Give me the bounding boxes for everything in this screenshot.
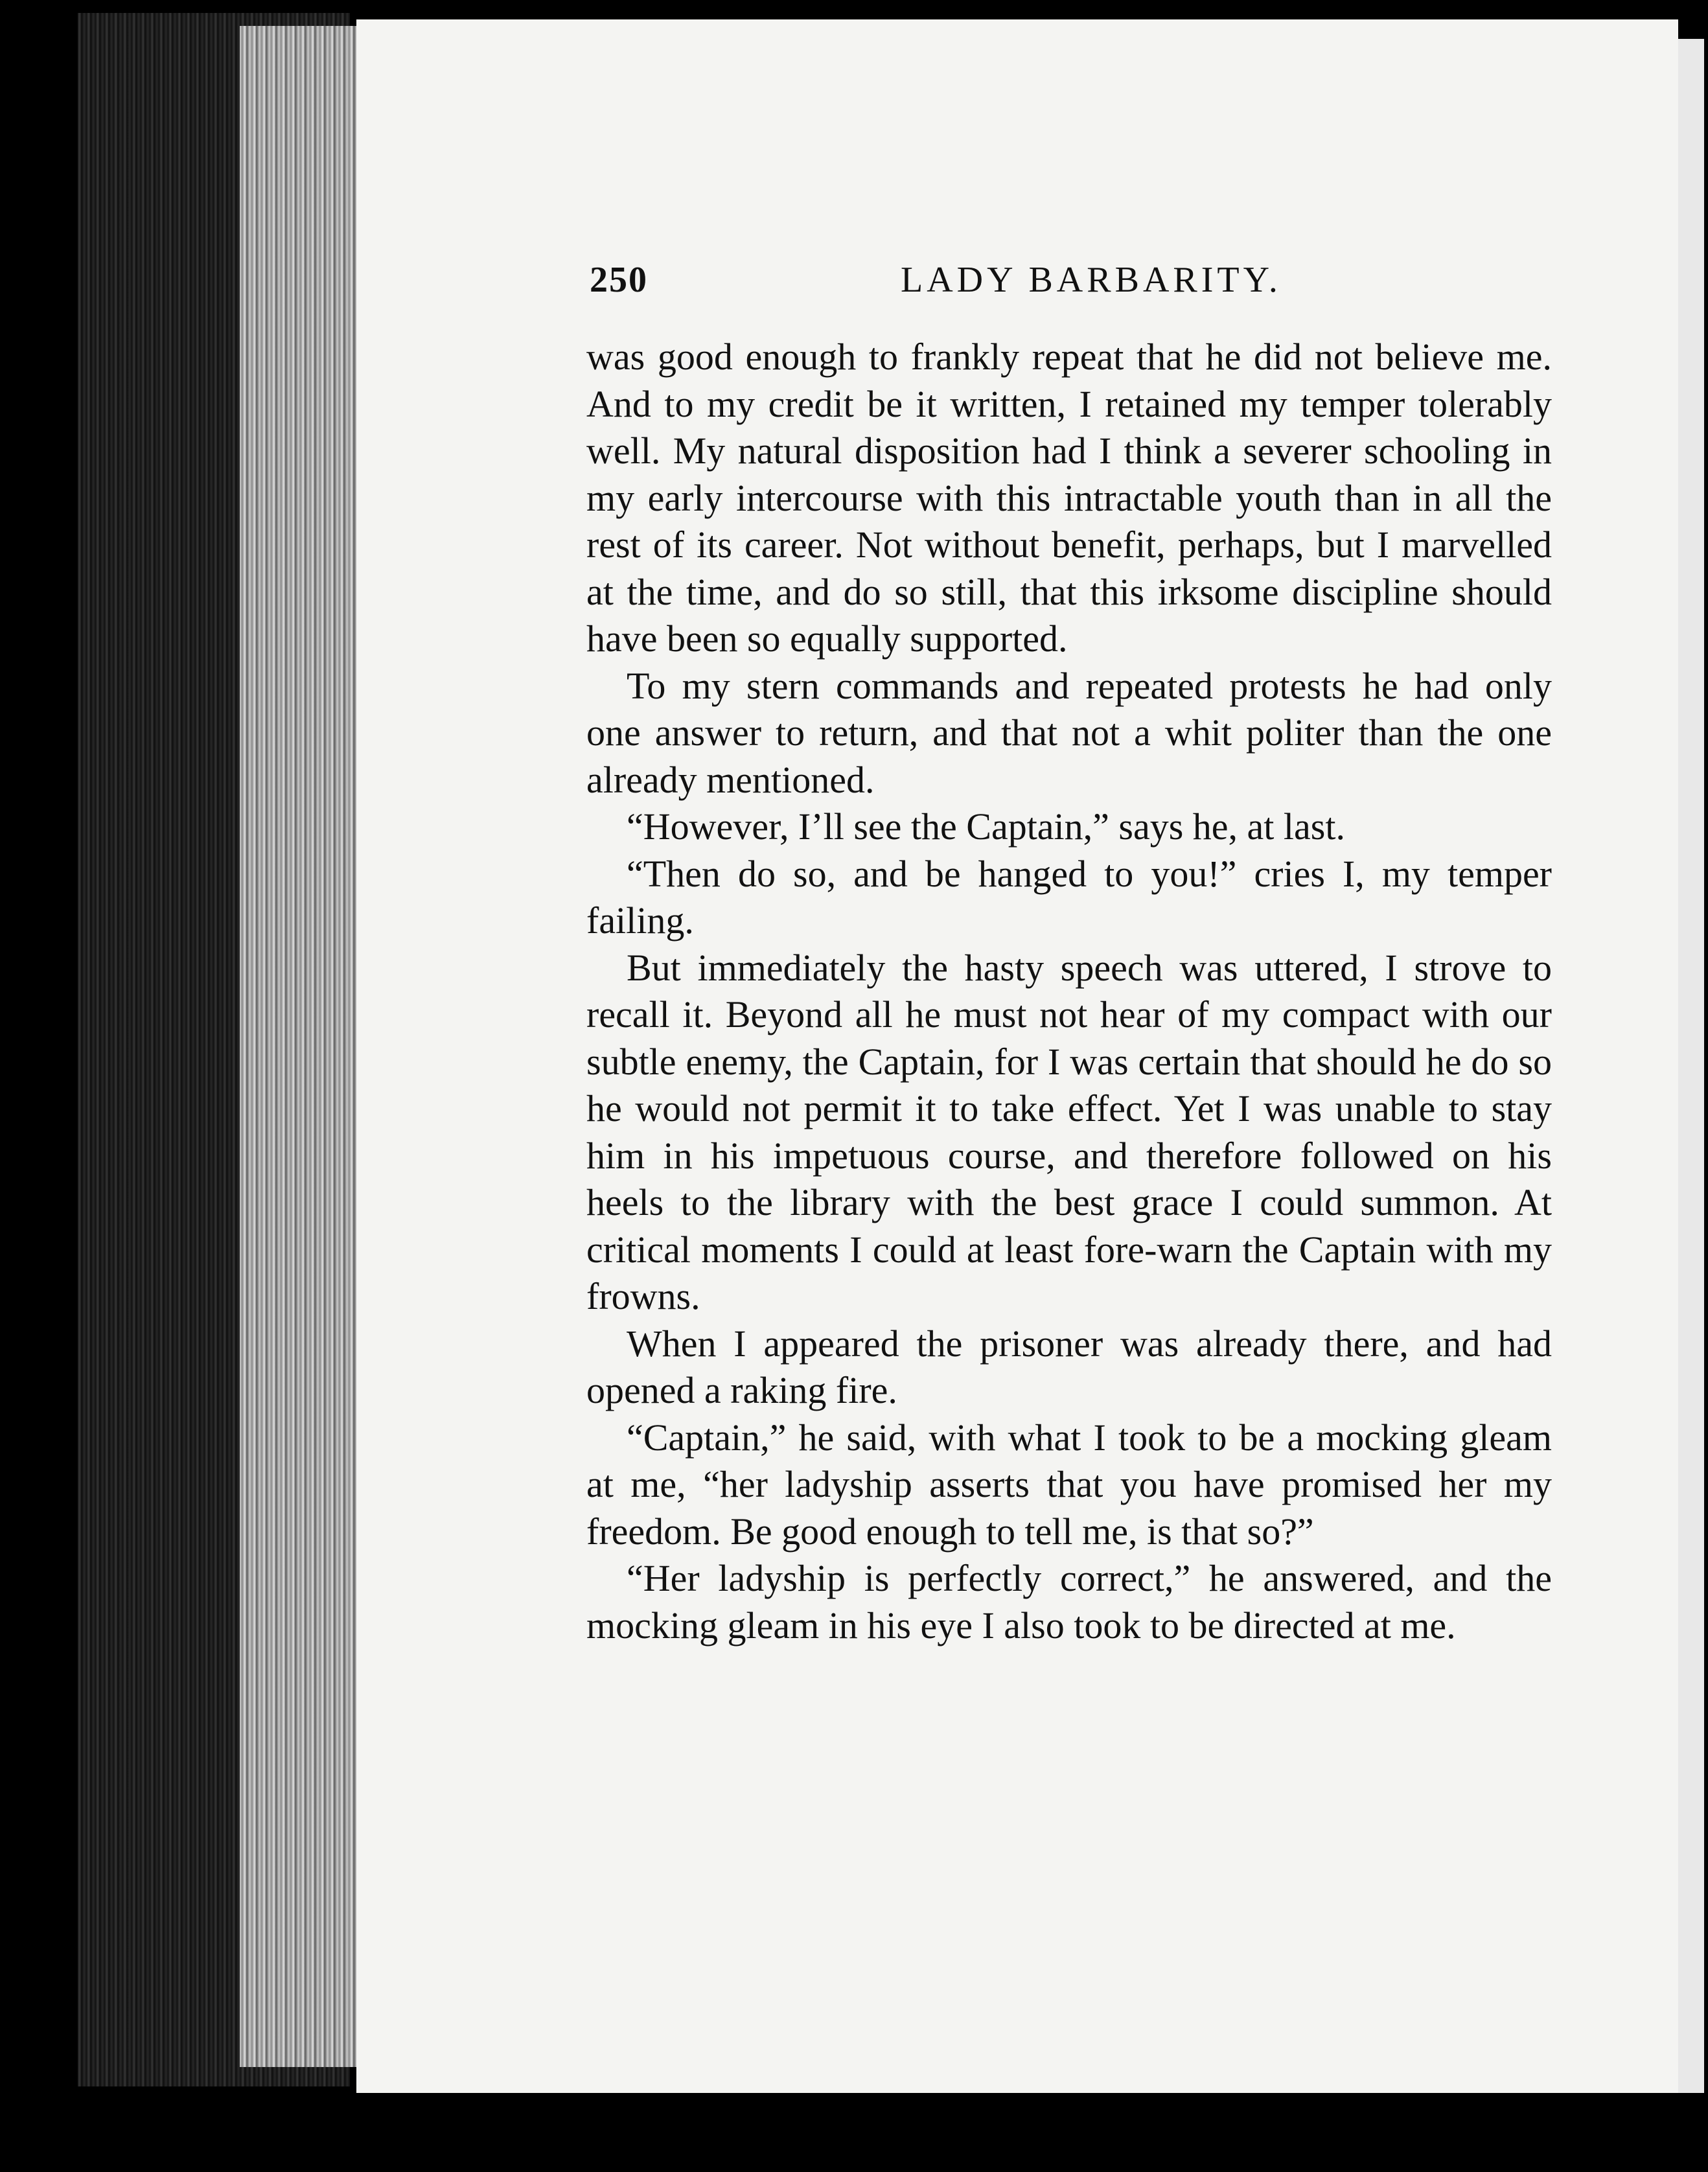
page-stack	[240, 26, 356, 2067]
right-page-edge	[1678, 39, 1704, 2093]
page-number: 250	[590, 260, 648, 300]
running-title: LADY BARBARITY.	[901, 260, 1282, 300]
body-text	[586, 334, 1552, 1649]
paragraph: “Then do so, and be hanged to you!” cries I, my temper failing.	[586, 852, 1552, 942]
paragraph: “Her ladyship is perfectly correct,” he answered, and the mocking gleam in his eye I also took to be directed at me.	[586, 1557, 1552, 1646]
paragraph: When I appeared the prisoner was already there, and had opened a raking fire.	[586, 1322, 1552, 1411]
paragraph: To my stern commands and repeated protests he had only one answer to return, and that not a whit politer than the one already mentioned.	[586, 664, 1552, 801]
paragraph: “However, I’ll see the Captain,” says he, at last.	[627, 805, 1345, 848]
paragraph: “Captain,” he said, with what I took to be a mocking gleam at me, “her ladyship asserts that you have promised her my freedom. Be good enough to tell me, is that so?”	[586, 1416, 1552, 1553]
page-header	[590, 259, 1549, 311]
paragraph: But immediately the hasty speech was uttered, I strove to recall it. Beyond all he must not hear of my compact with our subtle enemy, the Captain, for I was certain that should he do so he would not permit it to take effect. Yet I was unable to stay him in his impetuous course, and therefore followed on his heels to the library with the best grace I could summon. At critical moments I could at least fore-warn the Captain with my frowns.	[586, 946, 1552, 1317]
paragraph: was good enough to frankly repeat that he did not believe me. And to my credit be it written, I retained my temper tolerably well. My natural disposition had I think a severer schooling in my early intercourse with this intractable youth than in all the rest of its career. Not without benefit, perhaps, but I marvelled at the time, and do so still, that this irksome discipline should have been so equally supported.	[586, 336, 1552, 660]
